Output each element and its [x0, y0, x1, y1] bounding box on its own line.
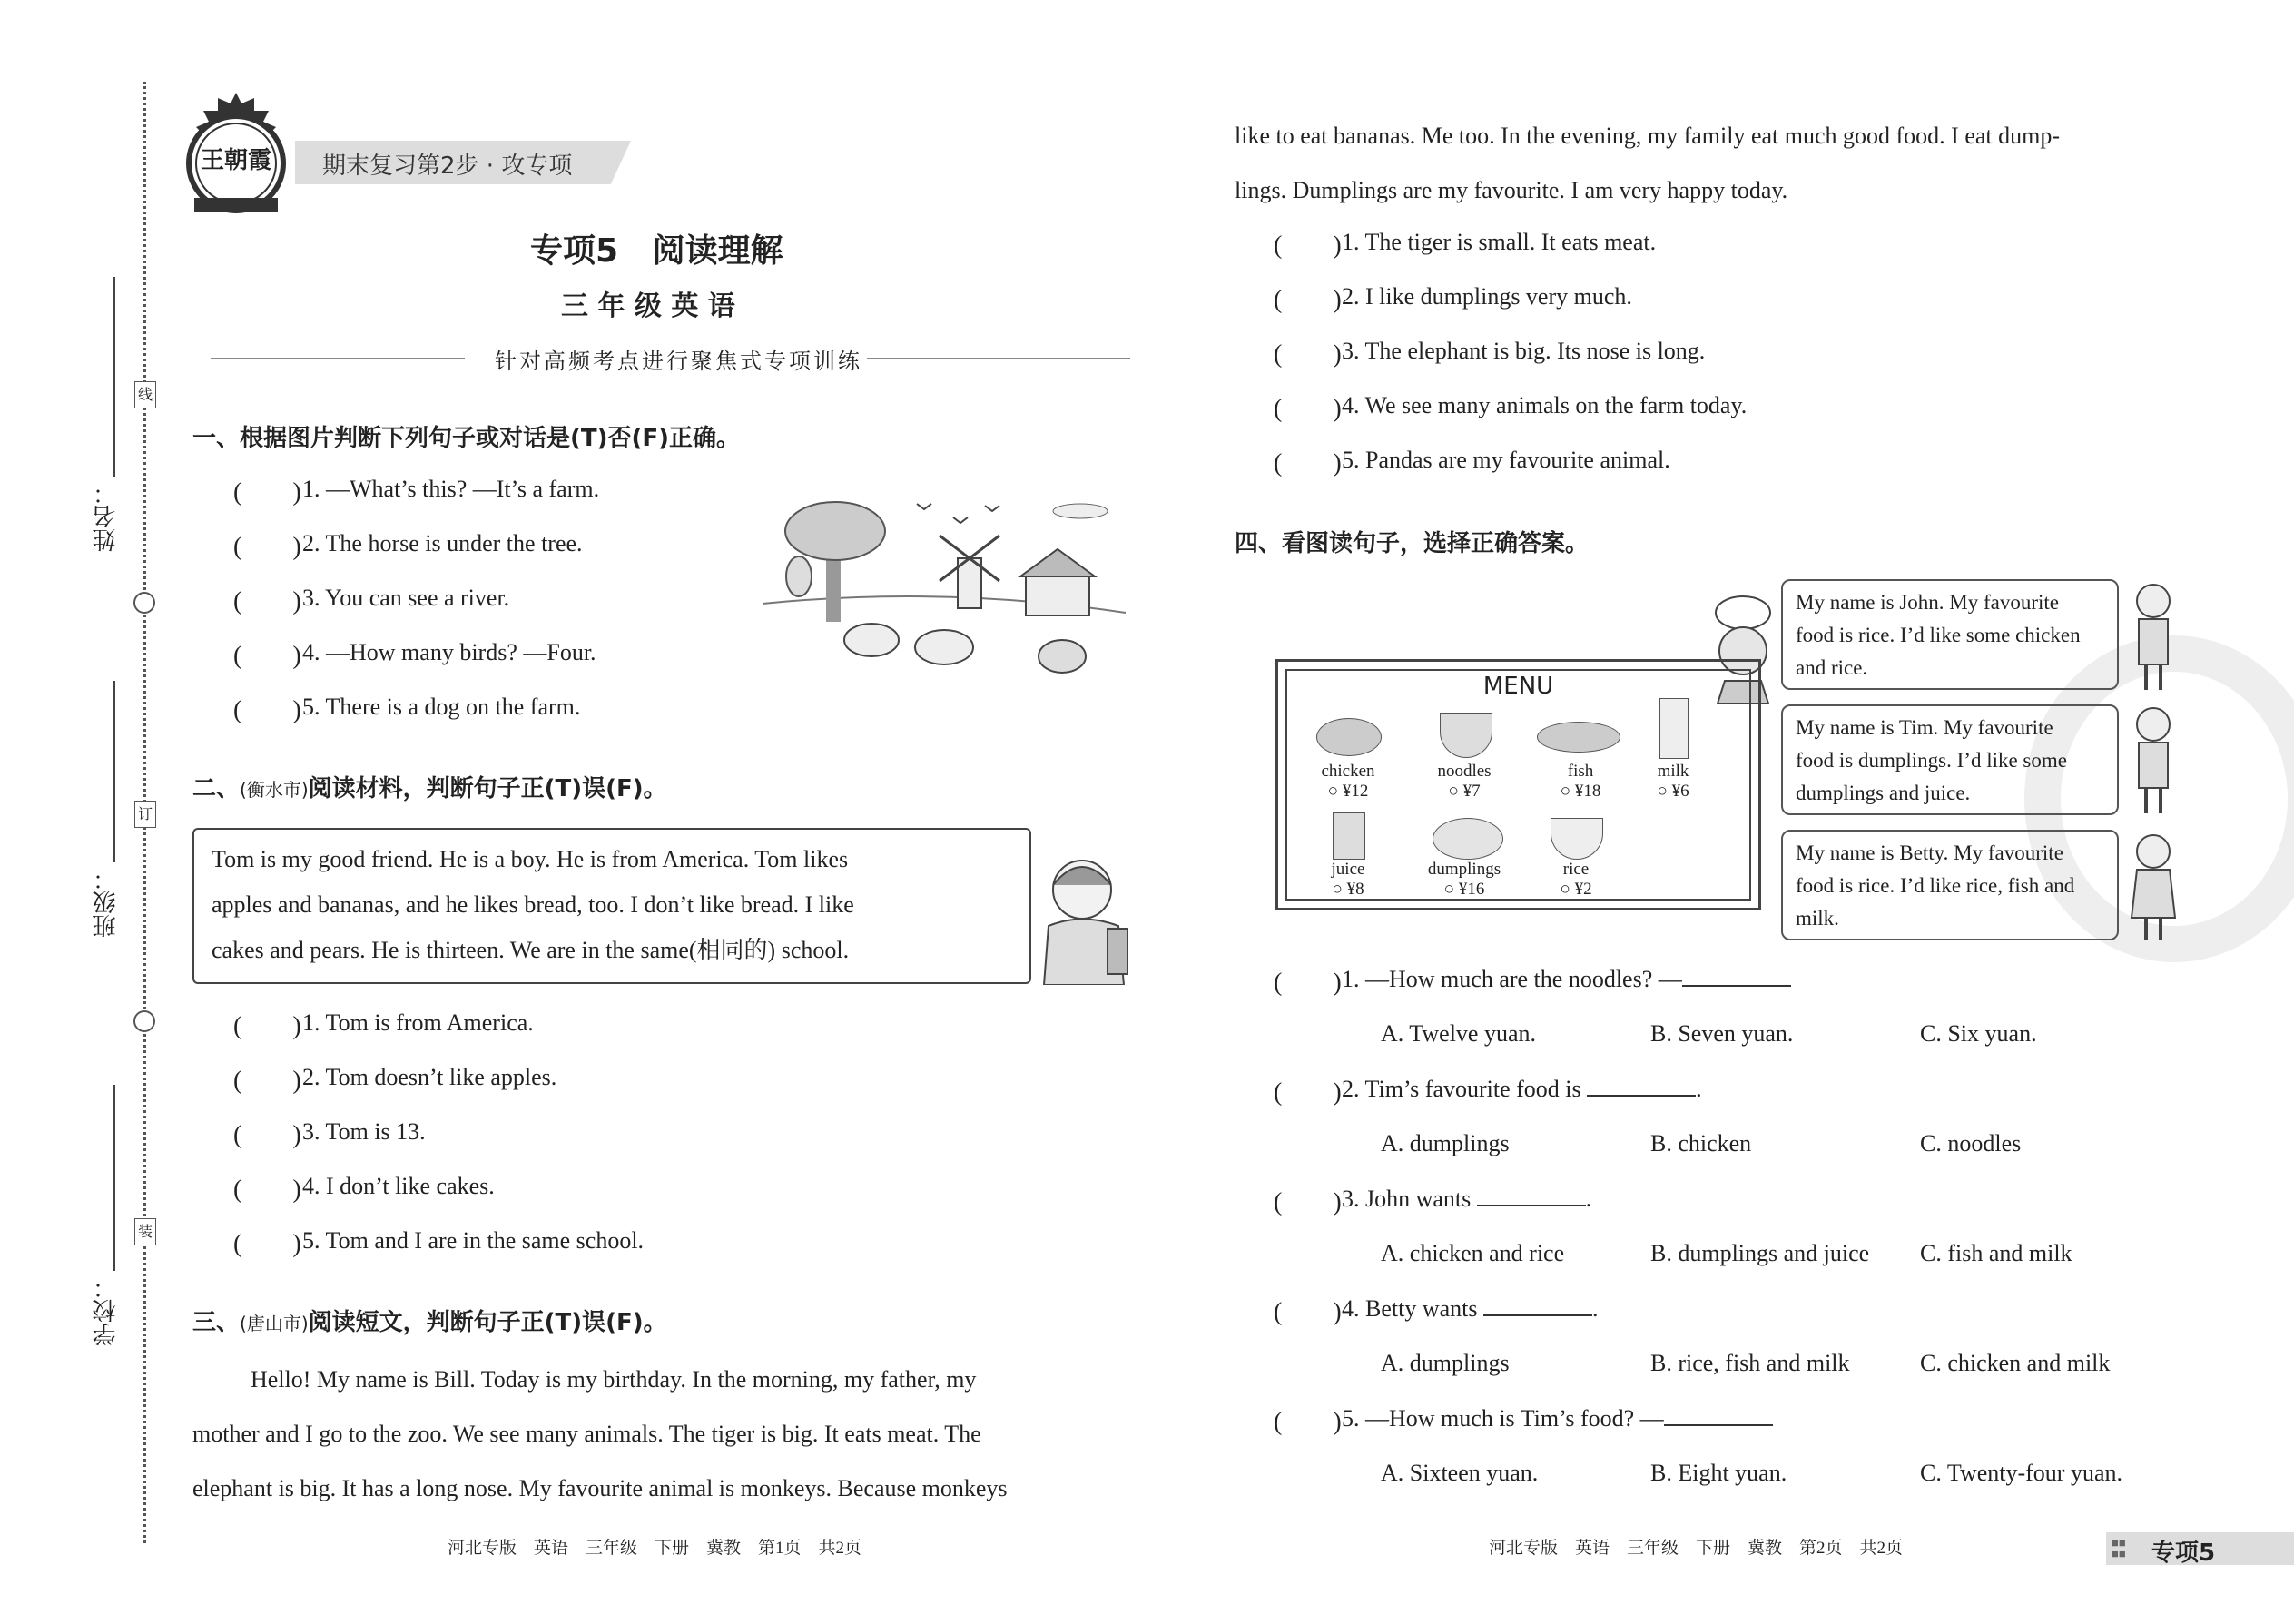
answer-bracket[interactable]: ( )	[1274, 1078, 1342, 1107]
answer-bracket[interactable]: ( )	[1274, 395, 1342, 423]
question-text: 1. Tom is from America.	[302, 1009, 534, 1036]
section-instruction: 阅读短文，判断句子正(T)误(F)。	[308, 1309, 667, 1336]
option-a[interactable]: A. Twelve yuan.	[1381, 1020, 1536, 1047]
passage-line: cakes and pears. He is thirteen. We are in the same(相同的) school.	[212, 937, 850, 963]
answer-bracket[interactable]: ( )	[1274, 969, 1342, 997]
tim-figure	[2126, 704, 2181, 815]
menu-item	[1531, 762, 1630, 802]
menu-item-price[interactable]: ○ ¥8	[1332, 880, 1364, 899]
question-text: 3. The elephant is big. Its nose is long.	[1342, 338, 1706, 364]
dumplings-icon	[1433, 818, 1503, 860]
bubble-line: My name is Tim. My favourite	[1796, 716, 2053, 739]
answer-bracket[interactable]: ( )	[233, 1121, 301, 1149]
menu-item-price[interactable]: ○ ¥2	[1560, 880, 1592, 899]
answer-bracket[interactable]: ( )	[233, 1012, 301, 1040]
bubble-line: food is dumplings. I’d like some	[1796, 749, 2067, 772]
answer-blank[interactable]	[1682, 967, 1791, 987]
menu-title: MENU	[1482, 673, 1554, 700]
option-b[interactable]: B. Eight yuan.	[1650, 1460, 1787, 1486]
passage-line: elephant is big. It has a long nose. My favourite animal is monkeys. Because monkeys	[192, 1475, 1008, 1501]
answer-bracket[interactable]: ( )	[233, 587, 301, 615]
option-c[interactable]: C. Twenty-four yuan.	[1920, 1460, 2122, 1486]
name-label: 姓名：	[93, 481, 120, 552]
passage-text	[212, 837, 854, 973]
divider	[211, 358, 465, 359]
juice-icon	[1333, 812, 1365, 860]
option-b[interactable]: B. dumplings and juice	[1650, 1240, 1870, 1266]
menu-item-price[interactable]: ○ ¥6	[1657, 782, 1689, 801]
option-c[interactable]: C. Six yuan.	[1920, 1020, 2037, 1047]
class-field[interactable]	[113, 681, 115, 862]
binding-hole	[133, 592, 155, 614]
question-text: 5. Tom and I are in the same school.	[302, 1227, 645, 1254]
class-label: 班级：	[93, 867, 120, 938]
footer-right: 河北专版 英语 三年级 下册 冀教 第2页 共2页	[1489, 1539, 1904, 1558]
menu-item	[1526, 860, 1626, 900]
bubble-line: milk.	[1796, 907, 1839, 930]
passage-continued	[1235, 109, 2060, 218]
answer-bracket[interactable]: ( )	[1274, 1188, 1342, 1216]
farm-illustration	[763, 495, 1126, 690]
answer-bracket[interactable]: ( )	[1274, 449, 1342, 477]
passage-text	[192, 1353, 1008, 1516]
answer-bracket[interactable]: ( )	[233, 1067, 301, 1095]
menu-item-price[interactable]: ○ ¥12	[1327, 782, 1369, 801]
answer-blank[interactable]	[1477, 1186, 1586, 1206]
boy-illustration	[1035, 849, 1135, 985]
question-stem: 5. —How much is Tim’s food? —	[1342, 1405, 1664, 1432]
question-text: 3. You can see a river.	[302, 585, 510, 611]
passage-line: apples and bananas, and he likes bread, too. I don’t like bread. I like	[212, 891, 854, 918]
option-c[interactable]: C. chicken and milk	[1920, 1350, 2111, 1376]
answer-bracket[interactable]: ( )	[233, 533, 301, 561]
page-title: 专项5 阅读理解	[530, 232, 783, 270]
question-text: 5. Pandas are my favourite animal.	[1342, 447, 1670, 473]
question-text: 4. I don’t like cakes.	[302, 1173, 495, 1199]
option-b[interactable]: B. Seven yuan.	[1650, 1020, 1794, 1047]
question-text: 5. There is a dog on the farm.	[302, 694, 581, 720]
question-text: 1. The tiger is small. It eats meat.	[1342, 229, 1657, 255]
page-subtitle: 三 年 级 英 语	[561, 290, 735, 322]
menu-item-name: dumplings	[1427, 860, 1501, 879]
section-1-heading: 一、根据图片判断下列句子或对话是(T)否(F)正确。	[192, 425, 741, 452]
menu-item	[1414, 860, 1514, 900]
seal-char: 订	[134, 801, 156, 828]
city-tag: (衡水市)	[240, 779, 309, 801]
question-text	[1342, 1186, 1591, 1213]
footer-tag: 专项5	[2151, 1540, 2216, 1567]
section-number: 三、	[192, 1309, 241, 1336]
question-text: 2. The horse is under the tree.	[302, 530, 583, 556]
bubble-line: and rice.	[1796, 656, 1868, 679]
section-3-heading	[192, 1304, 667, 1337]
passage-line: mother and I go to the zoo. We see many animals. The tiger is big. It eats meat. The	[192, 1421, 981, 1447]
option-c[interactable]: C. noodles	[1920, 1130, 2022, 1156]
betty-figure	[2126, 832, 2181, 942]
answer-bracket[interactable]: ( )	[233, 642, 301, 670]
logo-text: 王朝霞	[200, 147, 271, 174]
question-end: .	[1696, 1076, 1702, 1102]
option-c[interactable]: C. fish and milk	[1920, 1240, 2072, 1266]
section-number: 二、	[192, 775, 241, 802]
answer-bracket[interactable]: ( )	[1274, 1298, 1342, 1326]
menu-item-price[interactable]: ○ ¥16	[1443, 880, 1485, 899]
passage-line: Tom is my good friend. He is a boy. He is from America. Tom likes	[212, 846, 849, 872]
answer-bracket[interactable]: ( )	[1274, 1408, 1342, 1436]
question-stem: 2. Tim’s favourite food is	[1342, 1076, 1588, 1102]
menu-item-name: fish	[1567, 762, 1594, 781]
menu-board	[1275, 659, 1761, 910]
name-field[interactable]	[113, 277, 115, 477]
option-a[interactable]: A. dumplings	[1381, 1350, 1510, 1376]
brand-logo	[182, 91, 290, 218]
passage-line: like to eat bananas. Me too. In the evening, my family eat much good food. I eat dump-	[1235, 123, 2061, 149]
bubble-line: dumplings and juice.	[1796, 782, 1971, 804]
answer-bracket[interactable]: ( )	[1274, 286, 1342, 314]
chicken-icon	[1316, 718, 1382, 756]
question-text	[1342, 1405, 1773, 1432]
question-text: 4. —How many birds? —Four.	[302, 639, 596, 665]
seal-char: 线	[134, 381, 156, 408]
answer-blank[interactable]	[1664, 1406, 1773, 1426]
answer-bracket[interactable]: ( )	[1274, 340, 1342, 369]
seal-char: 装	[134, 1218, 156, 1245]
question-stem: 1. —How much are the noodles? —	[1342, 966, 1682, 992]
menu-item-name: milk	[1657, 762, 1689, 781]
question-text	[1342, 1076, 1702, 1103]
footer-left: 河北专版 英语 三年级 下册 冀教 第1页 共2页	[448, 1539, 862, 1558]
option-b[interactable]: B. rice, fish and milk	[1650, 1350, 1850, 1376]
question-stem: 4. Betty wants	[1342, 1295, 1483, 1322]
answer-blank[interactable]	[1483, 1296, 1592, 1316]
question-text: 3. Tom is 13.	[302, 1118, 426, 1145]
bubble-line: My name is Betty. My favourite	[1796, 842, 2063, 864]
section-2-heading	[192, 770, 667, 803]
bubble-line: My name is John. My favourite	[1796, 591, 2060, 614]
menu-item-name: chicken	[1321, 762, 1375, 781]
passage-line: Hello! My name is Bill. Today is my birthday. In the morning, my father, my	[251, 1366, 977, 1393]
answer-bracket[interactable]: ( )	[233, 1176, 301, 1204]
speech-bubble-john	[1781, 579, 2119, 690]
question-end: .	[1592, 1295, 1599, 1322]
bubble-line: food is rice. I’d like rice, fish and	[1796, 874, 2075, 897]
menu-item-price[interactable]: ○ ¥18	[1560, 782, 1601, 801]
menu-item-name: rice	[1562, 860, 1590, 879]
option-a[interactable]: A. dumplings	[1381, 1130, 1510, 1156]
question-text	[1342, 1295, 1599, 1323]
section-instruction: 阅读材料，判断句子正(T)误(F)。	[308, 775, 667, 802]
binding-hole	[133, 1010, 155, 1032]
city-tag: (唐山市)	[240, 1313, 309, 1334]
answer-bracket[interactable]: ( )	[1274, 231, 1342, 260]
section-4-heading: 四、看图读句子，选择正确答案。	[1235, 530, 1590, 557]
speech-bubble-tim	[1781, 704, 2119, 815]
answer-bracket[interactable]: ( )	[233, 1230, 301, 1258]
menu-item-name: juice	[1331, 860, 1365, 879]
bubble-line: food is rice. I’d like some chicken	[1796, 624, 2081, 646]
menu-item-price[interactable]: ○ ¥7	[1448, 782, 1481, 801]
option-a[interactable]: A. chicken and rice	[1381, 1240, 1565, 1266]
fish-icon	[1537, 722, 1620, 753]
menu-item	[1414, 762, 1514, 802]
footer-dots: ■■ ■■	[2112, 1536, 2126, 1560]
question-end: .	[1585, 1186, 1592, 1212]
school-field[interactable]	[113, 1085, 115, 1271]
question-text: 1. —What’s this? —It’s a farm.	[302, 476, 600, 502]
answer-bracket[interactable]: ( )	[233, 478, 301, 507]
tagline: 针对高频考点进行聚焦式专项训练	[495, 350, 862, 374]
question-text: 2. Tom doesn’t like apples.	[302, 1064, 557, 1090]
speech-bubble-betty	[1781, 830, 2119, 940]
john-figure	[2126, 581, 2181, 692]
passage-line: lings. Dumplings are my favourite. I am very happy today.	[1235, 177, 1788, 203]
menu-item	[1298, 860, 1398, 900]
divider	[867, 358, 1130, 359]
question-text	[1342, 966, 1791, 993]
option-a[interactable]: A. Sixteen yuan.	[1381, 1460, 1539, 1486]
school-label: 学校：	[93, 1275, 120, 1346]
menu-item	[1623, 762, 1723, 802]
answer-blank[interactable]	[1587, 1077, 1696, 1097]
milk-icon	[1659, 698, 1689, 759]
menu-item	[1298, 762, 1398, 802]
question-text: 2. I like dumplings very much.	[1342, 283, 1632, 310]
answer-bracket[interactable]: ( )	[233, 696, 301, 724]
menu-item-name: noodles	[1437, 762, 1492, 781]
option-b[interactable]: B. chicken	[1650, 1130, 1752, 1156]
banner-text: 期末复习第2步 · 攻专项	[322, 153, 573, 180]
question-stem: 3. John wants	[1342, 1186, 1477, 1212]
question-text: 4. We see many animals on the farm today.	[1342, 392, 1748, 418]
